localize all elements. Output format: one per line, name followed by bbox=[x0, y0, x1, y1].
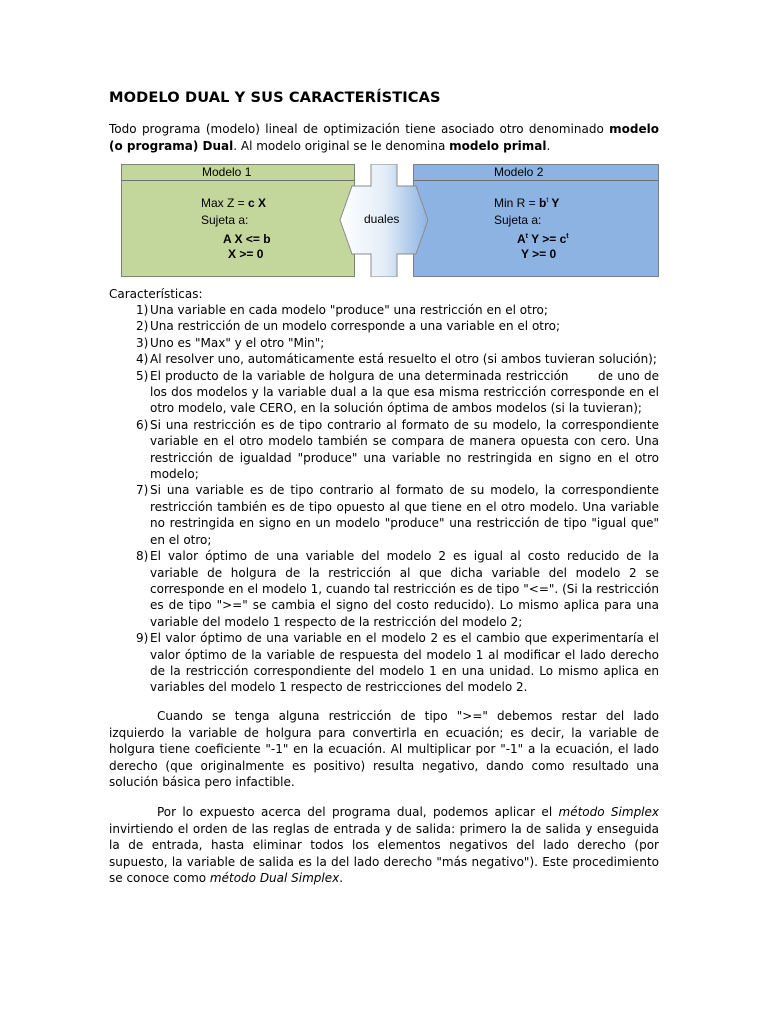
item-text: Una restricción de un modelo corresponde a una variable en el otro; bbox=[150, 319, 561, 334]
para2-text-3: . bbox=[339, 871, 344, 886]
model1-objective-prefix: Max Z = bbox=[201, 196, 249, 210]
model2-constraint-sup2: t bbox=[566, 233, 569, 240]
item-number: 9) bbox=[136, 631, 149, 646]
intro-bold-dual: modelo (o programa) Dual bbox=[109, 122, 659, 153]
list-item bbox=[109, 630, 659, 696]
item-number: 1) bbox=[136, 303, 149, 317]
model1-header: Modelo 1 bbox=[122, 165, 354, 181]
list-item bbox=[109, 335, 659, 351]
item-text: Una variable en cada modelo "produce" una restricción en el otro; bbox=[150, 303, 548, 317]
item-number: 3) bbox=[136, 335, 149, 350]
item-number: 7) bbox=[136, 483, 149, 498]
item-text: Al resolver uno, automáticamente está resuelto el otro (si ambos tuvieran solución); bbox=[150, 352, 657, 367]
model2-nonneg: Y >= 0 bbox=[521, 247, 557, 261]
model1-objective bbox=[201, 196, 266, 210]
item-number: 8) bbox=[136, 549, 149, 564]
item-number: 4) bbox=[136, 352, 149, 367]
model2-constraint-sup1: t bbox=[525, 233, 529, 240]
model1-nonneg: X >= 0 bbox=[228, 247, 264, 261]
model2-objective-prefix: Min R = bbox=[494, 196, 540, 210]
model2-constraint-mid: Y >= c bbox=[528, 232, 567, 246]
para2-italic-2: método Dual Simplex bbox=[209, 871, 340, 886]
list-item bbox=[109, 368, 663, 417]
characteristics-heading: Características: bbox=[109, 287, 203, 301]
item-text: El producto de la variable de holgura de una determinada restricción de uno de los dos modelos y la variable dual a la que esa misma restricción corresponde en el otro modelo, vale CERO, en la solución óptima de ambos modelos (si la tuvieran); bbox=[150, 368, 663, 416]
item-number: 5) bbox=[136, 368, 149, 383]
model1-constraint: A X <= b bbox=[223, 232, 271, 246]
paragraph-holgura: Cuando se tenga alguna restricción de tipo ">=" debemos restar del lado izquierdo la variable de holgura para convertirla en ecuación; es decir, la variable de holgura tiene coeficiente "-1" en la ecuación. Al multiplicar por "-1" a la ecuación, el lado derecho (que originalmente es positivo) resulta negativo, dando como resultado una solución básica pero infactible. bbox=[109, 709, 659, 790]
item-text: El valor óptimo de una variable del modelo 2 es igual al costo reducido de la variable de holgura de la restricción al que dicha variable del modelo 2 se corresponde en el modelo 1, cuando tal restricción es de tipo "<=". (Si la restricción es de tipo ">=" se cambia el signo del costo reducido). Lo mismo aplica para una variable del modelo 1 respecto de la restricción del modelo 2; bbox=[150, 549, 659, 629]
model2-header: Modelo 2 bbox=[414, 165, 658, 181]
intro-text-3: . bbox=[546, 139, 551, 153]
model2-objective-sup: t bbox=[546, 197, 549, 204]
model2-objective bbox=[494, 196, 559, 210]
model2-box bbox=[413, 164, 659, 277]
para2-text-2: invirtiendo el orden de las reglas de entrada y de salida: primero la de salida y enseguida la de entrada, hasta eliminar todos los elementos negativos del lado derecho (por supuesto, la variable de salida es la del lado derecho "más negativo"). Este procedimiento se conoce como bbox=[109, 821, 659, 886]
para2-text-1: Por lo expuesto acerca del programa dual, podemos aplicar el bbox=[157, 805, 559, 819]
item-text: Si una restricción es de tipo contrario al formato de su modelo, la correspondiente variable en el otro modelo también se compara de manera opuesta con cero. Una restricción de igualdad "produce" una variable no restringida en signo en el otro modelo; bbox=[150, 417, 659, 482]
model2-subject: Sujeta a: bbox=[494, 213, 542, 227]
item-text: Si una variable es de tipo contrario al formato de su modelo, la correspondiente restricción también es de tipo opuesto al que tiene en el otro modelo. Una variable no restringida en signo en un modelo "produce" una restricción de tipo "igual que" en el otro; bbox=[150, 483, 659, 547]
item-text: El valor óptimo de una variable en el modelo 2 es el cambio que experimentaría el valor óptimo de la variable de respuesta del modelo 1 al modificar el lado derecho de la restricción correspondiente del modelo 1 en una unidad. Lo mismo aplica en variables del modelo 1 respecto de restricciones del modelo 2. bbox=[150, 631, 659, 695]
list-item bbox=[109, 482, 659, 548]
list-item bbox=[109, 417, 659, 483]
model2-objective-end: Y bbox=[548, 196, 560, 210]
intro-text-1: Todo programa (modelo) lineal de optimización tiene asociado otro denominado bbox=[109, 122, 610, 136]
characteristics-list bbox=[109, 302, 663, 696]
item-number: 6) bbox=[136, 417, 149, 432]
para2-italic-1: método Simplex bbox=[558, 805, 660, 819]
list-item bbox=[109, 351, 659, 367]
model1-box bbox=[121, 164, 355, 277]
intro-text-2: . Al modelo original se le denomina bbox=[233, 139, 450, 153]
model2-objective-bold: b bbox=[539, 196, 547, 210]
list-item bbox=[109, 318, 659, 334]
page-title: MODELO DUAL Y SUS CARACTERÍSTICAS bbox=[109, 89, 441, 106]
model2-constraint-a: A bbox=[517, 232, 526, 246]
intro-bold-primal: modelo primal bbox=[449, 139, 547, 153]
duales-label: duales bbox=[364, 212, 400, 226]
paragraph-dual-simplex bbox=[109, 804, 659, 887]
model1-objective-bold: c X bbox=[248, 196, 267, 210]
model1-subject: Sujeta a: bbox=[201, 213, 249, 227]
model2-constraint bbox=[517, 232, 569, 246]
list-item bbox=[109, 302, 659, 318]
dual-diagram bbox=[121, 164, 659, 277]
item-number: 2) bbox=[136, 319, 149, 334]
intro-paragraph bbox=[109, 121, 659, 155]
item-text: Uno es "Max" y el otro "Min"; bbox=[150, 335, 325, 350]
list-item bbox=[109, 548, 659, 630]
